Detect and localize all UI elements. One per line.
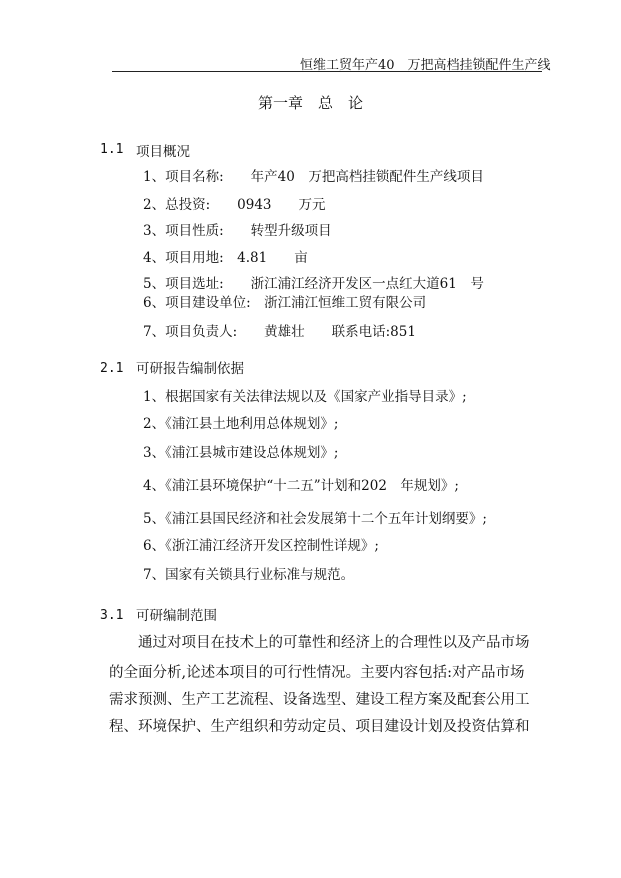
section-title: 可研编制范围 [136, 608, 217, 624]
list-item: 7、国家有关锁具行业标准与规范。 [143, 567, 355, 583]
list-item: 7、项目负责人: 黄雄壮 联系电话:851 [143, 324, 416, 340]
section-number: 2.1 [100, 361, 124, 376]
list-item: 3、项目性质: 转型升级项目 [143, 223, 332, 239]
paragraph-line: 的全面分析,论述本项目的可行性情况。主要内容包括:对产品市场 [109, 665, 525, 681]
list-item: 2、《浦江县土地利用总体规划》; [143, 416, 339, 432]
list-item: 4、《浦江县环境保护“十二五”计划和202 年规划》; [143, 478, 459, 494]
paragraph-line: 需求预测、生产工艺流程、设备选型、建设工程方案及配套公用工 [109, 692, 530, 708]
list-item: 4、项目用地: 4.81 亩 [143, 250, 308, 266]
page-header: 恒维工贸年产40 万把高档挂锁配件生产线 [300, 58, 551, 73]
paragraph-line: 通过对项目在技术上的可靠性和经济上的合理性以及产品市场 [138, 635, 530, 651]
section-title: 项目概况 [136, 144, 190, 160]
section-number: 3.1 [100, 608, 124, 623]
list-item: 1、项目名称: 年产40 万把高档挂锁配件生产线项目 [143, 169, 484, 185]
paragraph-line: 程、环境保护、生产组织和劳动定员、项目建设计划及投资估算和 [109, 719, 530, 735]
list-item: 5、《浦江县国民经济和社会发展第十二个五年计划纲要》; [143, 511, 487, 527]
list-item: 5、项目选址: 浙江浦江经济开发区一点红大道61 号 [143, 276, 484, 292]
list-item: 6、项目建设单位: 浙江浦江恒维工贸有限公司 [143, 295, 427, 311]
chapter-title: 第一章 总 论 [257, 94, 363, 112]
header-rule [112, 71, 542, 72]
section-number: 1.1 [100, 142, 124, 157]
list-item: 1、根据国家有关法律法规以及《国家产业指导目录》; [143, 389, 467, 405]
list-item: 3、《浦江县城市建设总体规划》; [143, 445, 339, 461]
list-item: 2、总投资: 0943 万元 [143, 197, 326, 213]
list-item: 6、《浙江浦江经济开发区控制性详规》; [143, 538, 379, 554]
section-title: 可研报告编制依据 [136, 361, 244, 377]
